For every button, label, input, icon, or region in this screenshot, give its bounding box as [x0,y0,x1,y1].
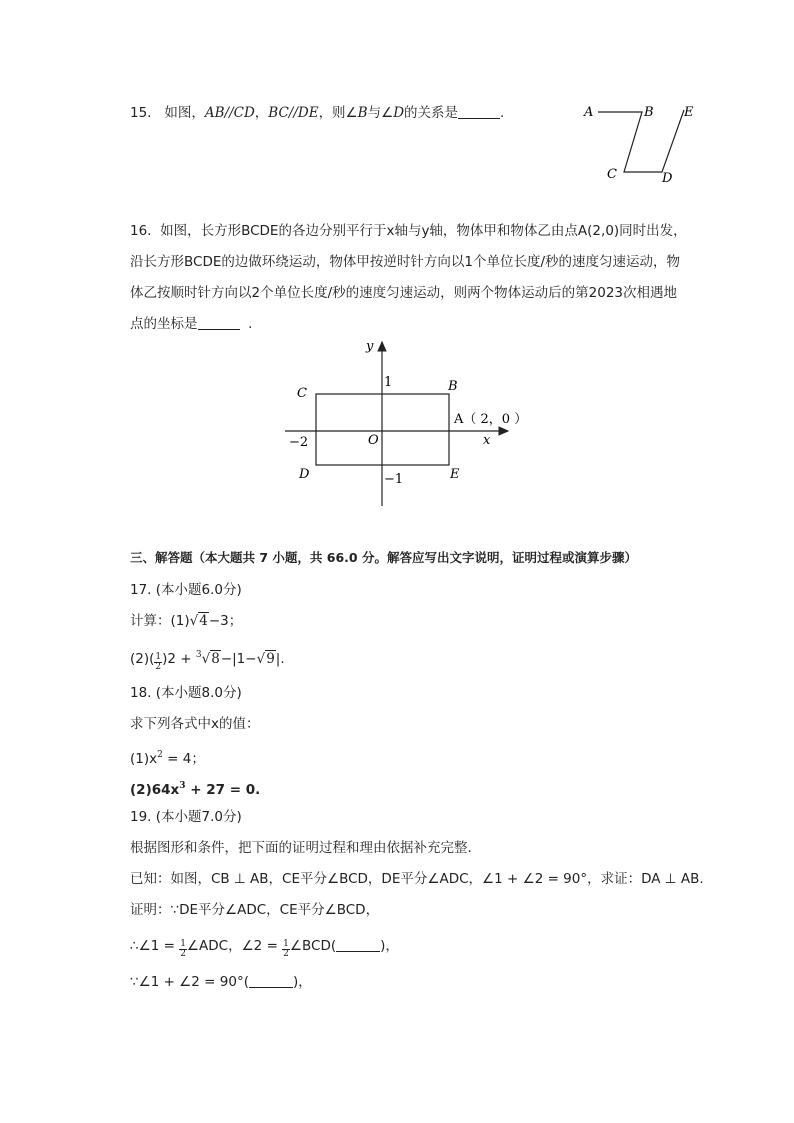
q17-line2-rad1: 8 [211,651,220,667]
q16-line1 [130,221,687,241]
q17-line1-b: −3； [208,613,243,629]
q17-fraction [154,653,162,672]
q19-proof3-b: )， [292,974,312,990]
label-b: B [448,379,458,394]
q18-intro: 求下列各式中x的值： [130,716,260,732]
q18-eq1 [130,745,205,769]
q18-eq2-a: (2)64x [130,782,180,798]
q19-reason-blank-1[interactable] [336,937,380,952]
q17-root-index: 3 [195,650,202,660]
q19-frac1-den: 2 [180,949,186,959]
q15-figure [580,100,700,186]
q17-frac-num: 1 [155,652,162,662]
y-axis-label: y [366,339,374,354]
q16-line4-a: 点的坐标是 [130,316,198,332]
q19-frac1-num: 1 [180,939,186,949]
q19-proof3-a: ∵∠1 + ∠2 = 90°( [130,974,249,990]
q15-label-d: D [662,171,673,186]
section3-title: 三、解答题（本大题共 7 小题，共 66.0 分。解答应写出文字说明，证明过程或演算步骤） [130,550,637,565]
label-e: E [450,467,460,482]
q17-line1-rad: 4 [199,613,208,629]
q18-eq1-b: = 4； [162,751,205,767]
q15-text-c: 与∠ [367,105,394,121]
q17-line2: (2)( $\frac{1}{2}$ )2 + $^3$√8−|1−√9|. [130,650,285,672]
q15-text-a: 如图， [164,105,205,121]
q16-line2: 沿长方形BCDE的边做环绕运动，物体甲按逆时针方向以1个单位长度/秒的速度匀速运动，物 [130,254,681,270]
origin-label: O [368,433,379,448]
q15-text-d: 的关系是 [404,105,459,121]
q17-header: 17. (本小题6.0分) [130,582,242,598]
q19-proof2-c: ∠BCD( [289,938,337,954]
q19-intro: 根据图形和条件，把下面的证明过程和理由依据补充完整. [130,840,472,856]
q19-proof2 [130,936,399,959]
q19-proof1: 证明：∵DE平分∠ADC，CE平分∠BCD， [130,902,380,918]
q15-text-b: ，则∠ [318,105,358,121]
q16-line3: 体乙按顺时针方向以2个单位长度/秒的速度匀速运动，则两个物体运动后的第2023次相遇地 [130,285,677,301]
q19-proof2-a: ∴∠1 = [130,938,180,954]
tick-neg-one: −1 [384,472,404,487]
q15-end: . [500,105,505,121]
q19-frac2-num: 1 [283,939,289,949]
q16-number: 16. [130,223,152,239]
q19-fraction-1 [179,940,187,959]
q19-frac2-den: 2 [283,949,289,959]
q16-line4-b: . [248,316,253,332]
q15-label-c: C [607,167,617,182]
q16-line4 [130,314,252,334]
q15-text [130,103,504,123]
q16-answer-blank[interactable] [198,315,240,330]
q15-label-b: B [644,105,654,120]
q18-eq1-sup: 2 [157,750,163,760]
q15-figure-lines [598,110,684,172]
q15-angle-d: D [393,105,405,121]
q15-label-e: E [684,105,694,120]
q15-answer-blank[interactable] [458,104,500,119]
q16-figure [280,338,530,510]
q19-proof3 [130,972,312,992]
label-d: D [299,467,310,482]
q18-header: 18. (本小题8.0分) [130,685,242,701]
q15-angle-b: B [357,105,368,121]
q19-fraction-2 [282,940,290,959]
q17-line2-b: )2 + [162,651,196,667]
x-axis-label: x [483,433,491,448]
tick-one: 1 [384,375,393,390]
tick-neg-two: −2 [289,435,309,450]
q19-given: 已知：如图，CB ⊥ AB，CE平分∠BCD，DE平分∠ADC，∠1 + ∠2 = 90°，求证：DA ⊥ AB. [130,871,704,887]
q17-line1: 计算：(1)√4−3； [130,613,243,629]
q17-line2-c: −|1− [220,651,257,667]
q15-sep1: ， [254,105,269,121]
q17-line1-a: 计算：(1) [130,613,190,629]
q15-number: 15. [130,105,152,121]
q18-eq2 [130,776,260,800]
q16-line1-text: 如图，长方形BCDE的各边分别平行于x轴与y轴，物体甲和物体乙由点A(2,0)同时出发， [160,223,687,239]
q17-frac-den: 2 [155,662,162,672]
label-c: C [297,386,307,401]
q19-proof2-b: ∠ADC，∠2 = [186,938,283,954]
q17-line2-rad2: 9 [266,651,275,667]
q15-label-a: A [584,105,594,120]
label-a-point: A（ 2，0 ） [454,412,528,427]
q17-line2-d: |. [275,651,285,667]
q19-proof2-d: )， [380,938,399,954]
q17-line2-a: (2)( [130,651,155,667]
q18-eq2-b: + 27 = 0. [185,782,261,798]
q18-eq2-sup: 3 [179,781,186,791]
q15-cond2: BC//DE [268,105,319,121]
q19-header: 19. (本小题7.0分) [130,809,242,825]
q18-eq1-a: (1)x [130,751,158,767]
q15-cond1: AB//CD [204,105,255,121]
q19-reason-blank-2[interactable] [249,973,293,988]
